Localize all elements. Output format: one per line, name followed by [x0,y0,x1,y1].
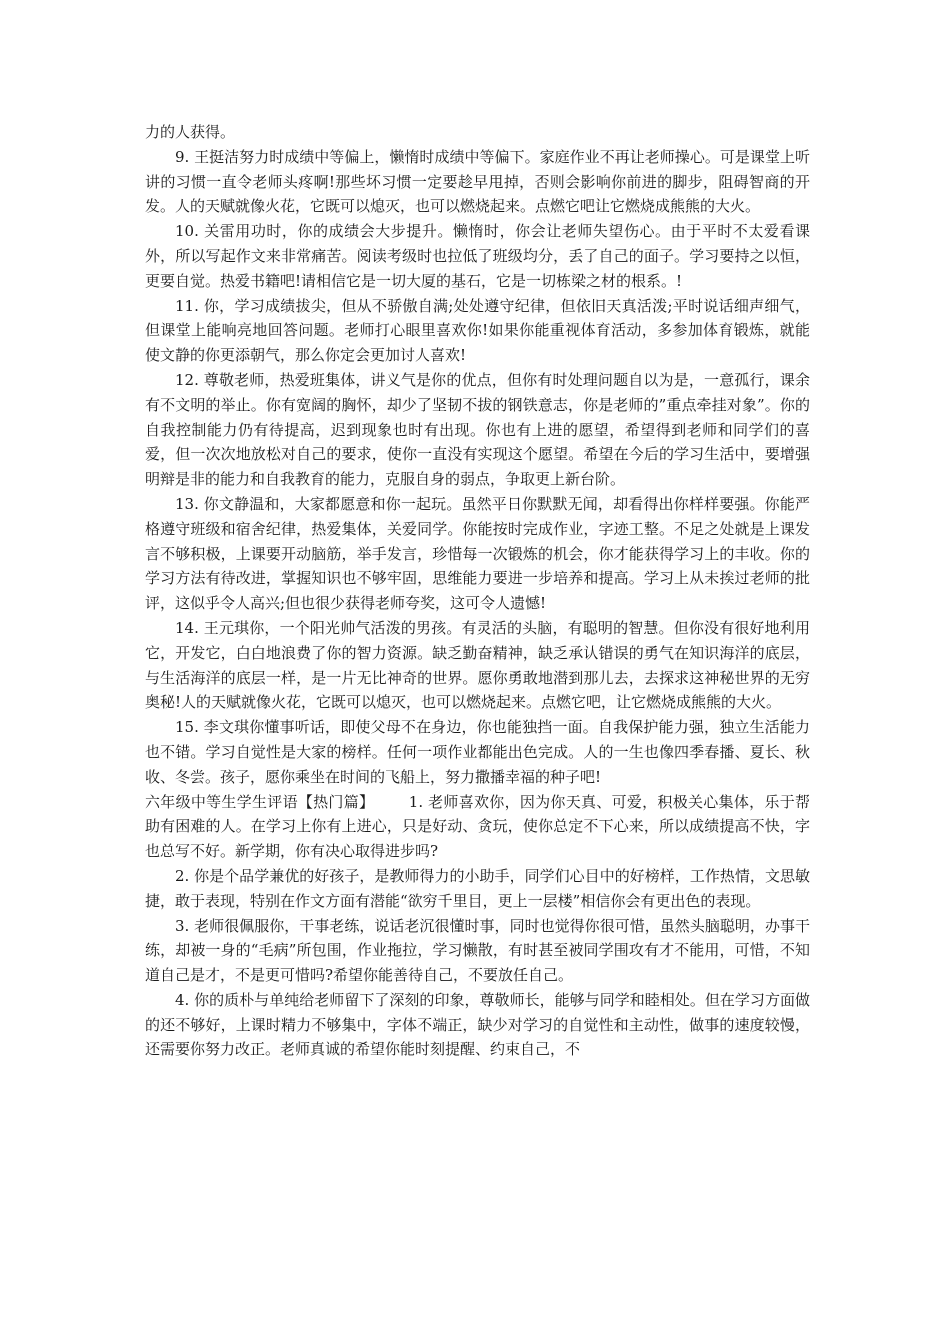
document-page [145,120,810,1062]
comment-2: 2. 你是个品学兼优的好孩子，是教师得力的小助手，同学们心目中的好榜样，工作热情，文思敏捷，敢于表现，特别在作文方面有潜能“欲穷千里目，更上一层楼”相信你会有更出色的表现。 [145,866,810,910]
comment-1: 1. 老师喜欢你，因为你天真、可爱，积极关心集体，乐于帮助有困难的人。在学习上你有上进心，只是好动、贪玩，使你总定不下心来，所以成绩提高不快，字也总写不好。新学期，你有决心取得进步吗? [145,792,810,861]
comment-10: 10. 关雷用功时，你的成绩会大步提升。懒惰时，你会让老师失望伤心。由于平时不太爱看课外，所以写起作文来非常痛苦。阅读考级时也拉低了班级均分，丢了自己的面子。学习要持之以恒，更要自觉。热爱书籍吧!请相信它是一切大厦的基石，它是一切栋梁之材的根系。! [145,222,810,290]
comment-14: 14. 王元琪你，一个阳光帅气活泼的男孩。有灵活的头脑，有聪明的智慧。但你没有很好地利用它，开发它，白白地浪费了你的智力资源。缺乏勤奋精神，缺乏承认错误的勇气在知识海洋的底层，与生活海洋的底层一样，是一片无比神奇的世界。愿你勇敢地潜到那儿去，去探求这神秘世界的无穷奥秘!人的天赋就像火花，它既可以熄灭，也可以燃烧起来。点燃它吧，让它燃烧成熊熊的大火。 [145,618,810,712]
comment-4: 4. 你的质朴与单纯给老师留下了深刻的印象，尊敬师长，能够与同学和睦相处。但在学习方面做的还不够好，上课时精力不够集中，字体不端正，缺少对学习的自觉性和主动性，做事的速度较慢，还需要你努力改正。老师真诚的希望你能时刻提醒、约束自己，不 [145,990,810,1059]
comment-13: 13. 你文静温和，大家都愿意和你一起玩。虽然平日你默默无闻，却看得出你样样要强。你能严格遵守班级和宿舍纪律，热爱集体，关爱同学。你能按时完成作业，字迹工整。不足之处就是上课发言不够积极，上课要开动脑筋，举手发言，珍惜每一次锻炼的机会，你才能获得学习上的丰收。你的学习方法有待改进，掌握知识也不够牢固，思维能力要进一步培养和提高。学习上从未挨过老师的批评，这似乎令人高兴;但也很少获得老师夸奖，这可令人遗憾! [145,494,810,613]
comment-3: 3. 老师很佩服你，干事老练，说话老沉很懂时事，同时也觉得你很可惜，虽然头脑聪明，办事干练，却被一身的“毛病”所包围，作业拖拉，学习懒散，有时甚至被同学围攻有才不能用，可惜，不知道自己是才，不是更可惜吗?希望你能善待自己，不要放任自己。 [145,916,810,985]
section-heading: 六年级中等生学生评语【热门篇】 [145,792,375,811]
comment-12: 12. 尊敬老师，热爱班集体，讲义气是你的优点，但你有时处理问题自以为是，一意孤行，课余有不文明的举止。你有宽阔的胸怀，却少了坚韧不拔的钢铁意志，你是老师的”重点牵挂对象”。你的自我控制能力仍有待提高，迟到现象也时有出现。你也有上进的愿望，希望得到老师和同学们的喜爱，但一次次地放松对自己的要求，使你一直没有实现这个愿望。希望在今后的学习生活中，要增强明辩是非的能力和自我教育的能力，克服自身的弱点，争取更上新台阶。 [145,370,810,489]
section-block [145,790,810,864]
comment-15: 15. 李文琪你懂事听话，即使父母不在身边，你也能独挡一面。自我保护能力强，独立生活能力也不错。学习自觉性是大家的榜样。任何一项作业都能出色完成。人的一生也像四季春播、夏长、秋收、冬尝。孩子，愿你乘坐在时间的飞船上，努力撒播幸福的种子吧! [145,718,810,786]
paragraph-continuation: 力的人获得。 [145,123,236,141]
comment-11: 11. 你，学习成绩拔尖，但从不骄傲自满;处处遵守纪律，但依旧天真活泼;平时说话细声细气，但课堂上能响亮地回答问题。老师打心眼里喜欢你!如果你能重视体育活动，多参加体育锻炼，就能使文静的你更添朝气，那么你定会更加讨人喜欢! [145,296,810,365]
comment-9: 9. 王挺洁努力时成绩中等偏上，懒惰时成绩中等偏下。家庭作业不再让老师操心。可是课堂上听讲的习惯一直令老师头疼啊!那些坏习惯一定要趁早甩掉，否则会影响你前进的脚步，阻碍智商的开发。人的天赋就像火花，它既可以熄灭，也可以燃烧起来。点燃它吧让它燃烧成熊熊的大火。 [145,147,810,216]
